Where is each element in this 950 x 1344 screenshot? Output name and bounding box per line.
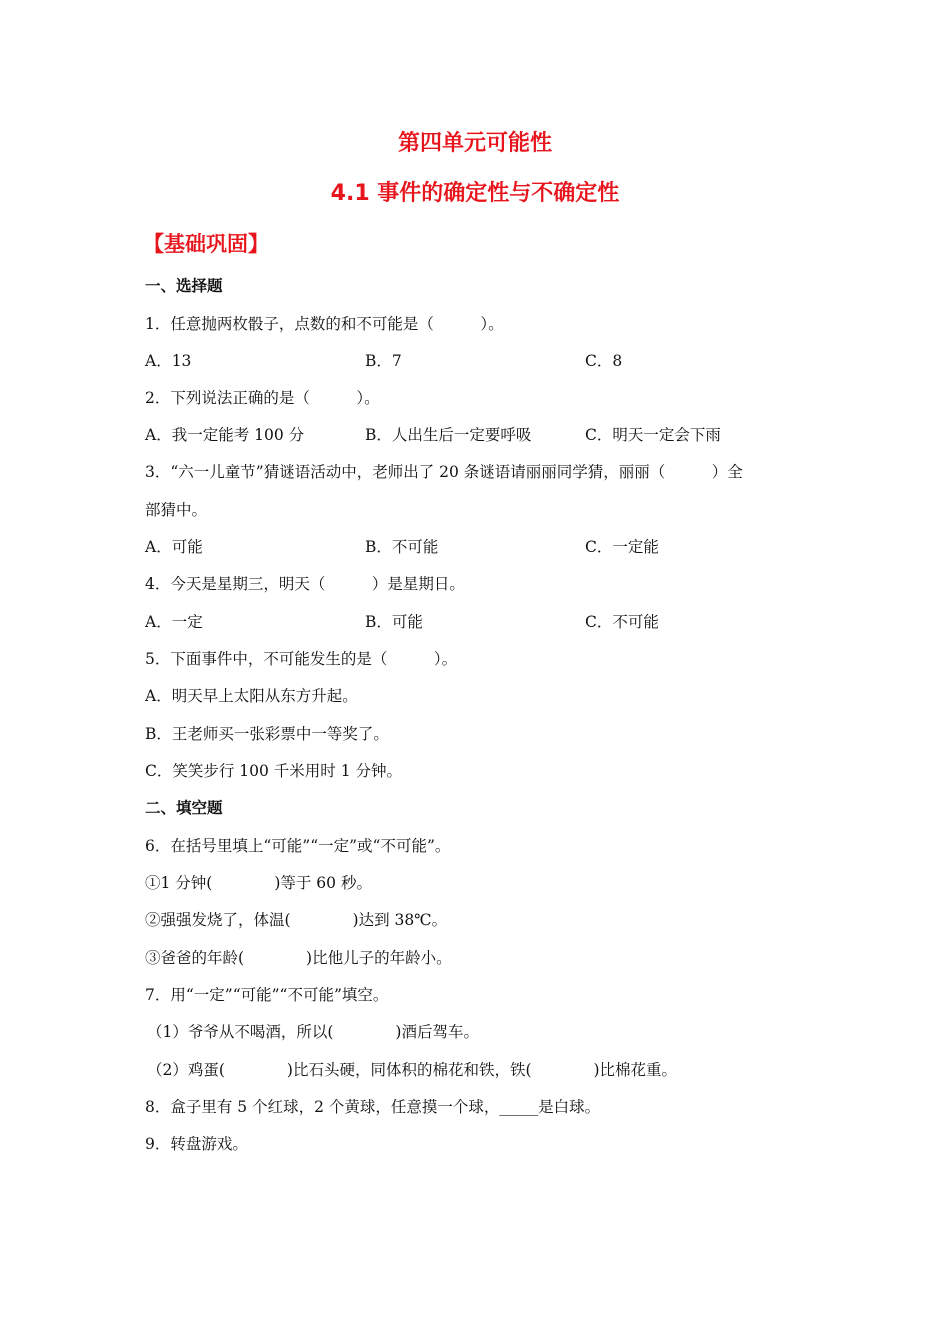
question-1: 1．任意抛两枚骰子，点数的和不可能是（ ）。: [145, 315, 504, 333]
q6-item-3: ③爸爸的年龄( )比他儿子的年龄小。: [145, 949, 452, 967]
question-7: 7．用“一定”“可能”“不可能”填空。: [145, 986, 389, 1004]
q3-option-a: A．可能: [145, 538, 203, 556]
page-subtitle: 4.1 事件的确定性与不确定性: [330, 181, 620, 206]
q4-option-a: A．一定: [145, 613, 203, 631]
section-heading: 【基础巩固】: [143, 232, 269, 256]
q7-item-1: （1）爷爷从不喝酒，所以( )酒后驾车。: [147, 1023, 479, 1041]
q1-option-b: B．7: [365, 352, 402, 370]
q5-option-b: B．王老师买一张彩票中一等奖了。: [145, 725, 389, 743]
question-2: 2．下列说法正确的是（ ）。: [145, 389, 380, 407]
q2-option-a: A．我一定能考 100 分: [145, 426, 305, 444]
q2-option-c: C．明天一定会下雨: [585, 426, 721, 444]
question-4: 4．今天是星期三，明天（ ）是星期日。: [145, 575, 465, 593]
q1-option-a: A．13: [145, 352, 192, 370]
q3-option-b: B．不可能: [365, 538, 439, 556]
question-9: 9．转盘游戏。: [145, 1135, 248, 1153]
q6-item-2: ②强强发烧了，体温( )达到 38℃。: [145, 911, 448, 929]
q4-option-c: C．不可能: [585, 613, 659, 631]
q6-item-1: ①1 分钟( )等于 60 秒。: [145, 874, 372, 892]
q2-option-b: B．人出生后一定要呼吸: [365, 426, 532, 444]
question-6: 6．在括号里填上“可能”“一定”或“不可能”。: [145, 837, 451, 855]
q1-option-c: C．8: [585, 352, 623, 370]
q5-option-a: A．明天早上太阳从东方升起。: [145, 687, 358, 705]
q3-option-c: C．一定能: [585, 538, 659, 556]
q4-option-b: B．可能: [365, 613, 423, 631]
question-3-line2: 部猜中。: [145, 501, 208, 519]
question-8: 8．盒子里有 5 个红球，2 个黄球，任意摸一个球，_____是白球。: [145, 1098, 601, 1116]
question-3-line1: 3．“六一儿童节”猜谜语活动中，老师出了 20 条谜语请丽丽同学猜，丽丽（ ）全: [145, 463, 743, 481]
q5-option-c: C．笑笑步行 100 千米用时 1 分钟。: [145, 762, 403, 780]
part2-heading: 二、填空题: [145, 799, 223, 817]
part1-heading: 一、选择题: [145, 277, 223, 295]
page-title: 第四单元可能性: [397, 131, 552, 156]
q7-item-2: （2）鸡蛋( )比石头硬，同体积的棉花和铁，铁( )比棉花重。: [147, 1061, 678, 1079]
question-5: 5．下面事件中，不可能发生的是（ ）。: [145, 650, 458, 668]
